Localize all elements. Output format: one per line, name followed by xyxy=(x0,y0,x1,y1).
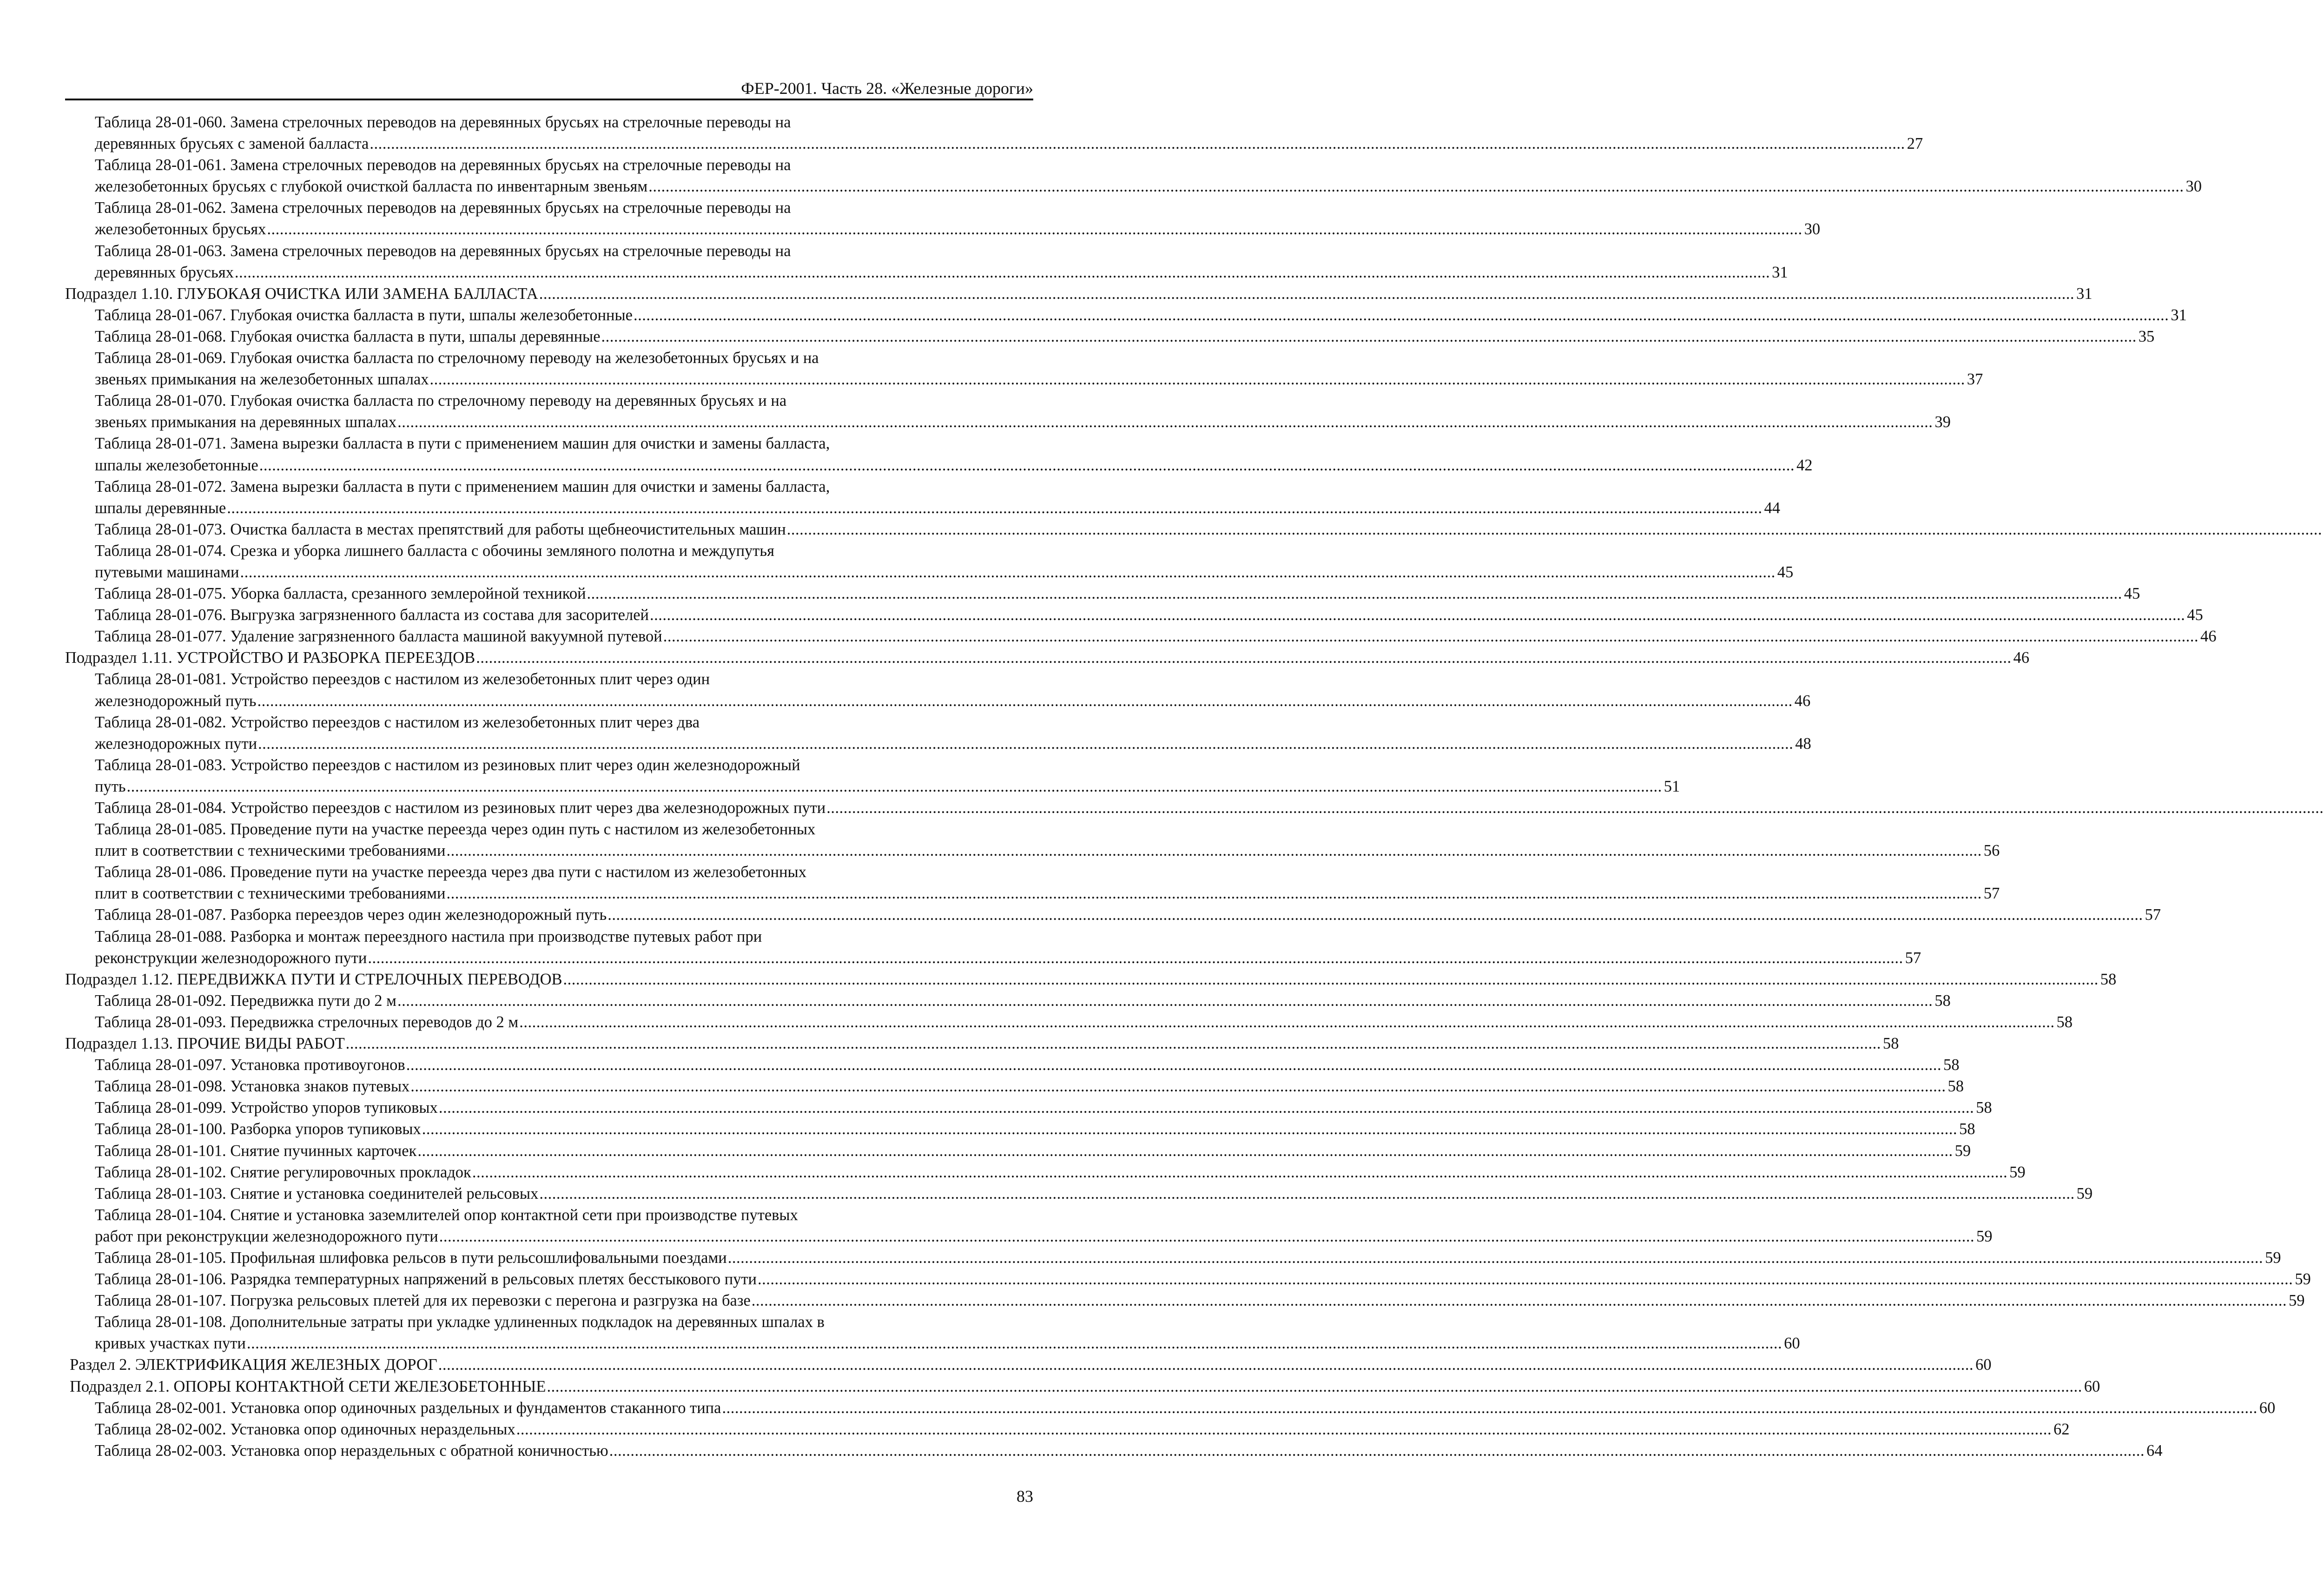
toc-entry-title: путевыми машинами xyxy=(95,563,239,581)
toc-entry-title: Таблица 28-01-098. Установка знаков путевых xyxy=(95,1077,410,1096)
toc-entry-line xyxy=(95,262,1788,283)
dot-leader xyxy=(650,604,2185,626)
toc-page-number: 39 xyxy=(1934,413,1951,431)
dot-leader xyxy=(247,1333,1782,1354)
dot-leader xyxy=(648,176,2184,197)
toc-entry xyxy=(65,668,1811,711)
dot-leader xyxy=(587,583,2122,604)
toc-entry xyxy=(65,1311,1800,1354)
toc-entry-line xyxy=(95,304,2187,326)
toc-entry xyxy=(65,1204,1993,1247)
toc-entry xyxy=(65,390,1951,433)
toc-entry-title: звеньях примыкания на деревянных шпалах xyxy=(95,413,397,431)
dot-leader xyxy=(472,1162,2007,1183)
toc-entry xyxy=(65,647,2029,668)
toc-entry-line xyxy=(95,1333,1800,1354)
toc-entry xyxy=(65,583,2140,604)
toc-entry-line xyxy=(95,947,1921,969)
dot-leader xyxy=(257,690,1793,712)
toc-entry-line xyxy=(95,883,2000,904)
toc-entry-title-line: Таблица 28-01-074. Срезка и уборка лишнего балласта с обочины земляного полотна и междупутья xyxy=(95,542,774,560)
toc-entry-line xyxy=(95,1097,1992,1118)
toc-entry xyxy=(65,1376,2100,1397)
dot-leader xyxy=(430,369,1965,390)
toc-entry xyxy=(65,197,1821,240)
dot-leader xyxy=(417,1140,1953,1162)
toc-entry xyxy=(65,1076,1964,1097)
dot-leader xyxy=(547,1376,2082,1397)
dot-leader xyxy=(368,947,1903,969)
toc-entry xyxy=(65,326,2155,347)
dot-leader xyxy=(258,733,1793,754)
toc-entry-title: Таблица 28-01-107. Погрузка рельсовых плетей для их перевозки с перегона и разгрузка на базе xyxy=(95,1292,751,1310)
toc-page-number: 59 xyxy=(2265,1248,2281,1267)
toc-page-number: 59 xyxy=(2289,1292,2305,1310)
dot-leader xyxy=(826,797,2324,819)
table-of-contents xyxy=(65,112,2311,1461)
toc-entry-line xyxy=(95,1226,1993,1247)
toc-entry-line xyxy=(95,1268,2311,1290)
toc-entry-line xyxy=(65,647,2029,668)
toc-page-number: 46 xyxy=(2013,649,2029,667)
toc-entry-line xyxy=(95,369,1983,390)
toc-entry xyxy=(65,1033,1899,1054)
toc-entry xyxy=(65,819,2000,861)
dot-leader xyxy=(476,647,2011,668)
dot-leader xyxy=(728,1247,2263,1268)
dot-leader xyxy=(539,1183,2074,1204)
toc-entry-title-line: Таблица 28-01-082. Устройство переездов с настилом из железобетонных плит через два xyxy=(95,713,700,731)
toc-entry-title-line: Таблица 28-01-061. Замена стрелочных переводов на деревянных брусьях на стрелочные переводы на xyxy=(95,156,791,174)
toc-page-number: 31 xyxy=(1772,263,1788,281)
toc-entry-title: Таблица 28-01-073. Очистка балласта в местах препятствий для работы щебнеочистительных машин xyxy=(95,520,786,538)
toc-entry-line xyxy=(95,218,1821,240)
toc-entry-title: Таблица 28-01-102. Снятие регулировочных прокладок xyxy=(95,1163,471,1181)
toc-page-number: 59 xyxy=(1976,1227,1993,1245)
toc-entry-title: Таблица 28-02-002. Установка опор одиночных нераздельных xyxy=(95,1420,515,1438)
toc-entry xyxy=(65,1054,1960,1076)
toc-entry-line xyxy=(95,840,2000,861)
toc-entry-title: Раздел 2. ЭЛЕКТРИФИКАЦИЯ ЖЕЛЕЗНЫХ ДОРОГ xyxy=(70,1356,437,1374)
toc-entry-title: шпалы железобетонные xyxy=(95,456,258,474)
toc-page-number: 56 xyxy=(1983,842,2000,860)
toc-page-number: 45 xyxy=(2187,606,2203,624)
toc-entry-title: Подраздел 1.11. УСТРОЙСТВО И РАЗБОРКА ПЕРЕЕЗДОВ xyxy=(65,649,475,667)
toc-entry-line xyxy=(95,604,2203,626)
toc-page-number: 35 xyxy=(2138,327,2155,345)
toc-entry-line xyxy=(95,904,2161,925)
toc-entry xyxy=(65,540,1794,583)
toc-page-number: 59 xyxy=(1954,1142,1971,1160)
dot-leader xyxy=(127,776,1662,797)
toc-page-number: 62 xyxy=(2053,1420,2070,1438)
toc-entry-title: Подраздел 1.13. ПРОЧИЕ ВИДЫ РАБОТ xyxy=(65,1035,345,1053)
toc-entry-line xyxy=(95,1290,2305,1311)
toc-entry-title: Таблица 28-01-077. Удаление загрязненного балласта машиной вакуумной путевой xyxy=(95,628,662,646)
toc-entry-title: деревянных брусьях xyxy=(95,263,234,281)
toc-entry-line xyxy=(95,133,1923,154)
toc-entry-title-line: Таблица 28-01-069. Глубокая очистка балласта по стрелочному переводу на железобетонных брусьях и на xyxy=(95,349,819,367)
toc-entry-line xyxy=(95,519,1033,540)
toc-entry-title-line: Таблица 28-01-086. Проведение пути на участке переезда через два пути с настилом из железобетонных xyxy=(95,863,806,881)
toc-entry-line xyxy=(65,969,2117,990)
toc-entry-title: Таблица 28-01-067. Глубокая очистка балласта в пути, шпалы железобетонные xyxy=(95,306,633,324)
toc-page-number: 60 xyxy=(2259,1399,2276,1417)
toc-entry-title: шпалы деревянные xyxy=(95,499,226,517)
toc-entry-line xyxy=(95,1076,1964,1097)
toc-entry xyxy=(65,347,1983,390)
toc-entry-title-line: Таблица 28-01-081. Устройство переездов с настилом из железобетонных плит через один xyxy=(95,670,710,688)
toc-entry-title: звеньях примыкания на железобетонных шпалах xyxy=(95,370,429,389)
toc-entry xyxy=(65,1354,1992,1375)
toc-page-number: 58 xyxy=(1943,1056,1960,1074)
toc-page-number: 27 xyxy=(1907,135,1923,153)
toc-entry-title: Таблица 28-01-068. Глубокая очистка балласта в пути, шпалы деревянные xyxy=(95,327,601,345)
dot-leader xyxy=(722,1397,2257,1419)
toc-entry-line xyxy=(95,1440,2163,1461)
toc-entry-title: железобетонных брусьях xyxy=(95,220,266,238)
toc-entry-title: плит в соответствии с техническими требованиями xyxy=(95,842,446,860)
toc-page-number: 58 xyxy=(1882,1035,1899,1053)
toc-entry-title-line: Таблица 28-01-072. Замена вырезки балласта в пути с применением машин для очистки и замены балласта, xyxy=(95,477,830,495)
toc-page-number: 51 xyxy=(1664,777,1680,795)
toc-page-number: 58 xyxy=(1948,1077,1964,1096)
toc-entry-title: работ при реконструкции железнодорожного пути xyxy=(95,1227,438,1245)
toc-entry xyxy=(65,969,2117,990)
toc-page-number: 46 xyxy=(2200,628,2217,646)
toc-entry xyxy=(65,861,2000,904)
toc-entry-title: Таблица 28-01-100. Разборка упоров тупиковых xyxy=(95,1120,421,1138)
toc-entry-line xyxy=(95,990,1951,1011)
toc-entry xyxy=(65,797,1033,819)
dot-leader xyxy=(563,969,2099,990)
toc-entry-title: Таблица 28-01-097. Установка противоугонов xyxy=(95,1056,405,1074)
toc-entry-title: деревянных брусьях с заменой балласта xyxy=(95,135,369,153)
toc-entry-title: железобетонных брусьях с глубокой очисткой балласта по инвентарным звеньям xyxy=(95,178,648,196)
toc-entry-title-line: Таблица 28-01-070. Глубокая очистка балласта по стрелочному переводу на деревянных брусьях и на xyxy=(95,392,787,410)
toc-entry xyxy=(65,1097,1992,1118)
toc-page-number: 58 xyxy=(1976,1099,1992,1117)
dot-leader xyxy=(439,1226,1974,1247)
toc-entry-line xyxy=(95,626,2217,647)
toc-page-number: 42 xyxy=(1796,456,1813,474)
header-rule xyxy=(65,99,1033,100)
toc-entry-title: Подраздел 1.10. ГЛУБОКАЯ ОЧИСТКА ИЛИ ЗАМЕНА БАЛЛАСТА xyxy=(65,284,538,303)
toc-page-number: 60 xyxy=(2084,1377,2100,1395)
dot-leader xyxy=(397,411,1933,433)
toc-entry xyxy=(65,1419,2070,1440)
toc-page-number: 31 xyxy=(2076,284,2093,303)
toc-entry xyxy=(65,1140,1971,1162)
toc-entry-title-line: Таблица 28-01-083. Устройство переездов с настилом из резиновых плит через один железнодорожный xyxy=(95,756,800,774)
toc-page-number: 64 xyxy=(2146,1441,2163,1460)
toc-entry-line xyxy=(95,1011,2073,1033)
toc-entry-title-line: Таблица 28-01-060. Замена стрелочных переводов на деревянных брусьях на стрелочные переводы на xyxy=(95,113,791,131)
page-number: 83 xyxy=(1017,1487,1033,1506)
toc-entry-title-line: Таблица 28-01-088. Разборка и монтаж переездного настила при производстве путевых работ при xyxy=(95,927,762,945)
toc-entry-title-line: Таблица 28-01-063. Замена стрелочных переводов на деревянных брусьях на стрелочные переводы на xyxy=(95,242,791,260)
toc-page-number: 59 xyxy=(2295,1270,2311,1288)
dot-leader xyxy=(539,283,2074,304)
toc-page-number: 30 xyxy=(2185,178,2202,196)
toc-entry-title: Таблица 28-01-075. Уборка балласта, срезанного землеройной техникой xyxy=(95,585,586,603)
toc-page-number: 57 xyxy=(1983,885,2000,903)
dot-leader xyxy=(439,1097,1974,1118)
toc-entry-line xyxy=(95,326,2155,347)
toc-page-number: 58 xyxy=(1959,1120,1975,1138)
toc-page-number: 59 xyxy=(2076,1184,2093,1202)
toc-entry-title-line: Таблица 28-01-108. Дополнительные затраты при укладке удлиненных подкладок на деревянных шпалах в xyxy=(95,1313,825,1331)
toc-entry-line xyxy=(95,497,1780,519)
toc-page-number: 59 xyxy=(2009,1163,2026,1181)
toc-entry-title: Таблица 28-01-106. Разрядка температурных напряжений в рельсовых плетях бесстыкового пути xyxy=(95,1270,757,1288)
toc-entry xyxy=(65,433,1813,476)
dot-leader xyxy=(601,326,2137,347)
toc-page-number: 46 xyxy=(1794,692,1811,710)
toc-page-number: 58 xyxy=(1934,991,1951,1010)
toc-entry xyxy=(65,904,2161,925)
toc-page-number: 58 xyxy=(2056,1013,2073,1031)
toc-entry xyxy=(65,154,2202,197)
toc-entry-title: Таблица 28-01-092. Передвижка пути до 2 м xyxy=(95,991,396,1010)
toc-entry-title: Таблица 28-01-101. Снятие пучинных карточек xyxy=(95,1142,417,1160)
dot-leader xyxy=(446,840,1981,861)
dot-leader xyxy=(752,1290,2287,1311)
toc-entry xyxy=(65,1162,2026,1183)
toc-entry xyxy=(65,240,1788,283)
dot-leader xyxy=(634,304,2169,326)
toc-entry-title: реконструкции железнодорожного пути xyxy=(95,949,367,967)
toc-entry-title-line: Таблица 28-01-104. Снятие и установка заземлителей опор контактной сети при производстве путевых xyxy=(95,1206,798,1224)
toc-page-number: 30 xyxy=(1804,220,1821,238)
toc-entry-title: Таблица 28-01-087. Разборка переездов через один железнодорожный путь xyxy=(95,906,607,924)
toc-entry-title-line: Таблица 28-01-071. Замена вырезки балласта в пути с применением машин для очистки и замены балласта, xyxy=(95,435,830,453)
toc-entry-title: путь xyxy=(95,777,126,795)
toc-entry-line xyxy=(95,1140,1971,1162)
toc-entry-title: Таблица 28-01-084. Устройство переездов с настилом из резиновых плит через два железнодорожных пути xyxy=(95,799,826,817)
toc-page-number: 45 xyxy=(1777,563,1794,581)
toc-entry-line xyxy=(95,176,2202,197)
dot-leader xyxy=(235,262,1770,283)
toc-entry xyxy=(65,926,1921,969)
toc-entry xyxy=(65,304,2187,326)
toc-entry-title: Таблица 28-02-003. Установка опор нераздельных с обратной коничностью xyxy=(95,1441,608,1460)
toc-entry-line xyxy=(95,733,1811,754)
toc-entry-line xyxy=(95,583,2140,604)
toc-entry xyxy=(65,626,2217,647)
toc-entry xyxy=(65,112,1923,154)
toc-entry xyxy=(65,754,1680,797)
dot-leader xyxy=(438,1354,1974,1375)
toc-entry-title: Таблица 28-01-105. Профильная шлифовка рельсов в пути рельсошлифовальными поездами xyxy=(95,1248,727,1267)
dot-leader xyxy=(267,218,1802,240)
toc-page-number: 44 xyxy=(1764,499,1780,517)
dot-leader xyxy=(609,1440,2145,1461)
toc-entry xyxy=(65,1183,2093,1204)
toc-entry-title-line: Таблица 28-01-062. Замена стрелочных переводов на деревянных брусьях на стрелочные переводы на xyxy=(95,199,791,217)
dot-leader xyxy=(607,904,2143,925)
toc-entry-line xyxy=(95,1162,2026,1183)
toc-entry xyxy=(65,1290,2305,1311)
toc-entry-line xyxy=(65,1033,1899,1054)
toc-entry-title: кривых участках пути xyxy=(95,1334,246,1353)
toc-entry-line xyxy=(95,1397,2276,1419)
toc-entry-title: Таблица 28-02-001. Установка опор одиночных раздельных и фундаментов стаканного типа xyxy=(95,1399,721,1417)
toc-entry-title: Таблица 28-01-099. Устройство упоров тупиковых xyxy=(95,1099,438,1117)
toc-entry-line xyxy=(95,1247,2281,1268)
toc-entry-title: Таблица 28-01-093. Передвижка стрелочных переводов до 2 м xyxy=(95,1013,519,1031)
dot-leader xyxy=(519,1011,2054,1033)
dot-leader xyxy=(406,1054,1941,1076)
toc-page-number: 37 xyxy=(1967,370,1983,389)
toc-entry xyxy=(65,1247,2281,1268)
toc-entry xyxy=(65,604,2203,626)
toc-entry-title-line: Таблица 28-01-085. Проведение пути на участке переезда через один путь с настилом из железобетонных xyxy=(95,820,816,839)
toc-entry-line xyxy=(65,283,2093,304)
toc-entry-title: Подраздел 1.12. ПЕРЕДВИЖКА ПУТИ И СТРЕЛОЧНЫХ ПЕРЕВОДОВ xyxy=(65,970,562,988)
toc-entry xyxy=(65,283,2093,304)
toc-page-number: 58 xyxy=(2100,970,2117,988)
toc-entry-line xyxy=(95,776,1680,797)
dot-leader xyxy=(422,1118,1957,1140)
toc-entry xyxy=(65,990,1951,1011)
toc-entry-line xyxy=(95,1183,2093,1204)
dot-leader xyxy=(787,519,2322,540)
toc-entry-line xyxy=(70,1376,2100,1397)
toc-entry-line xyxy=(95,1054,1960,1076)
toc-entry-title: плит в соответствии с техническими требованиями xyxy=(95,885,446,903)
dot-leader xyxy=(446,883,1981,904)
dot-leader xyxy=(227,497,1762,519)
dot-leader xyxy=(758,1268,2293,1290)
dot-leader xyxy=(397,990,1933,1011)
toc-entry-line xyxy=(95,561,1794,583)
dot-leader xyxy=(346,1033,1881,1054)
dot-leader xyxy=(663,626,2199,647)
toc-entry-title: железнодорожных пути xyxy=(95,734,257,753)
toc-entry-title: Подраздел 2.1. ОПОРЫ КОНТАКТНОЙ СЕТИ ЖЕЛЕЗОБЕТОННЫЕ xyxy=(70,1377,546,1395)
dot-leader xyxy=(516,1419,2052,1440)
toc-page-number: 31 xyxy=(2171,306,2187,324)
toc-page-number: 57 xyxy=(2145,906,2161,924)
toc-page-number: 60 xyxy=(1975,1356,1992,1374)
toc-entry xyxy=(65,1268,2311,1290)
toc-entry xyxy=(65,1118,1975,1140)
dot-leader xyxy=(410,1076,1946,1097)
toc-entry-line xyxy=(95,690,1811,712)
toc-entry-line xyxy=(95,1118,1975,1140)
toc-entry-line xyxy=(95,411,1951,433)
dot-leader xyxy=(370,133,1905,154)
toc-entry xyxy=(65,1011,2073,1033)
toc-entry-title: железнодорожный путь xyxy=(95,692,257,710)
toc-entry xyxy=(65,1440,2163,1461)
toc-entry xyxy=(65,519,1033,540)
toc-entry-title: Таблица 28-01-103. Снятие и установка соединителей рельсовых xyxy=(95,1184,539,1202)
toc-entry-line xyxy=(95,1419,2070,1440)
toc-entry-line xyxy=(95,797,1033,819)
toc-entry xyxy=(65,1397,2276,1419)
toc-page-number: 45 xyxy=(2124,585,2140,603)
running-header: ФЕР-2001. Часть 28. «Железные дороги» xyxy=(741,79,1033,98)
toc-entry-title: Таблица 28-01-076. Выгрузка загрязненного балласта из состава для засорителей xyxy=(95,606,649,624)
toc-entry xyxy=(65,712,1811,754)
toc-entry-line xyxy=(95,455,1813,476)
toc-page-number: 60 xyxy=(1784,1334,1800,1353)
toc-page-number: 48 xyxy=(1795,734,1811,753)
dot-leader xyxy=(259,455,1795,476)
dot-leader xyxy=(240,561,1776,583)
toc-page-number: 57 xyxy=(1905,949,1921,967)
toc-entry xyxy=(65,476,1780,519)
toc-entry-line xyxy=(70,1354,1992,1375)
